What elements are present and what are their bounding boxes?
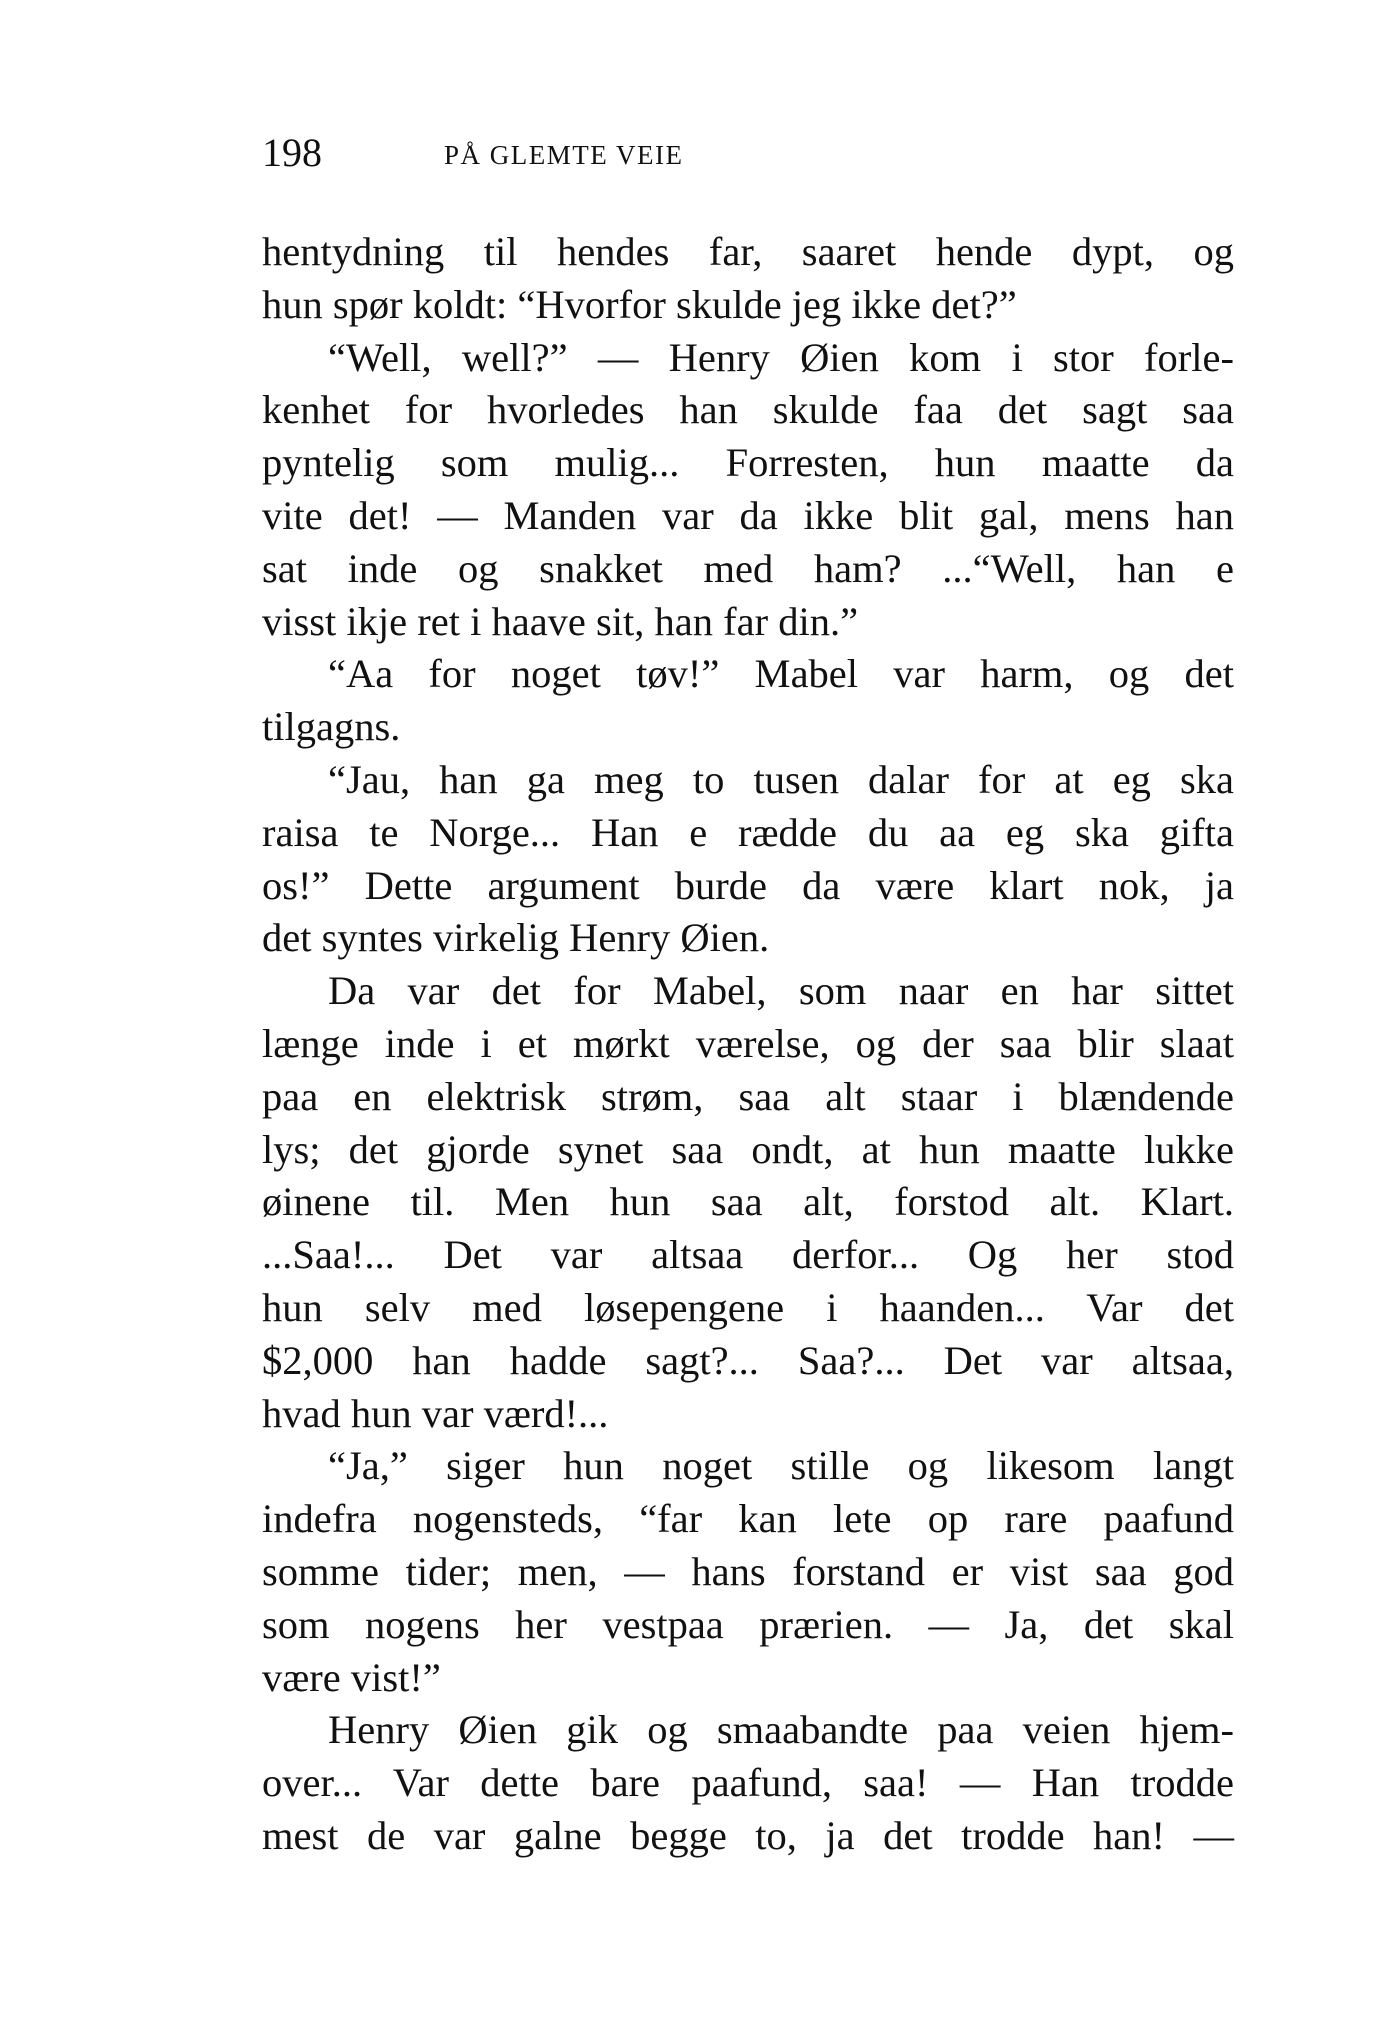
text-line: somme tider; men, — hans forstand er vist saa god xyxy=(262,1548,1234,1594)
text-line: længe inde i et mørkt værelse, og der saa blir slaat xyxy=(262,1020,1234,1066)
text-line: kenhet for hvorledes han skulde faa det sagt saa xyxy=(262,387,1234,433)
text-line: ...Saa!... Det var altsaa derfor... Og her stod xyxy=(262,1232,1234,1278)
text-line: vite det! — Manden var da ikke blit gal, mens han xyxy=(262,492,1234,538)
text-line: være vist!” xyxy=(262,1654,441,1700)
text-line: som nogens her vestpaa prærien. — Ja, det skal xyxy=(262,1601,1234,1647)
text-line: indefra nogensteds, “far kan lete op rare paafund xyxy=(262,1496,1234,1542)
text-line: pyntelig som mulig... Forresten, hun maatte da xyxy=(262,440,1234,486)
text-line: “Jau, han ga meg to tusen dalar for at eg ska xyxy=(328,756,1234,802)
text-line: visst ikje ret i haave sit, han far din.” xyxy=(262,598,859,644)
text-line: over... Var dette bare paafund, saa! — Han trodde xyxy=(262,1760,1234,1806)
text-line: hun spør koldt: “Hvorfor skulde jeg ikke det?” xyxy=(262,281,1017,327)
text-line: “Ja,” siger hun noget stille og likesom langt xyxy=(328,1443,1234,1489)
text-line: øinene til. Men hun saa alt, forstod alt. Klart. xyxy=(262,1179,1234,1225)
text-line: os!” Dette argument burde da være klart nok, ja xyxy=(262,862,1234,908)
text-line: mest de var galne begge to, ja det trodde han! — xyxy=(262,1812,1234,1858)
text-line: raisa te Norge... Han e rædde du aa eg ska gifta xyxy=(262,809,1234,855)
text-line: Henry Øien gik og smaabandte paa veien hjem- xyxy=(328,1707,1234,1753)
text-line: sat inde og snakket med ham? ...“Well, han e xyxy=(262,545,1234,591)
text-line: hentydning til hendes far, saaret hende dypt, og xyxy=(262,229,1234,274)
text-line: det syntes virkelig Henry Øien. xyxy=(262,915,770,961)
text-line: tilgagns. xyxy=(262,704,401,750)
text-line: “Well, well?” — Henry Øien kom i stor forle- xyxy=(328,334,1234,380)
text-line: $2,000 han hadde sagt?... Saa?... Det var altsaa, xyxy=(262,1337,1234,1383)
text-line: “Aa for noget tøv!” Mabel var harm, og det xyxy=(328,651,1234,697)
text-line: hvad hun var værd!... xyxy=(262,1390,609,1436)
text-line: lys; det gjorde synet saa ondt, at hun maatte lukke xyxy=(262,1126,1234,1172)
text-line: Da var det for Mabel, som naar en har sittet xyxy=(328,968,1234,1014)
text-line: hun selv med løsepengene i haanden... Var det xyxy=(262,1284,1234,1330)
running-title: PÅ GLEMTE VEIE xyxy=(444,140,684,170)
running-head xyxy=(262,128,1234,178)
body-text xyxy=(262,226,1234,1863)
text-line: paa en elektrisk strøm, saa alt staar i blændende xyxy=(262,1073,1234,1119)
page-number: 198 xyxy=(262,130,322,175)
